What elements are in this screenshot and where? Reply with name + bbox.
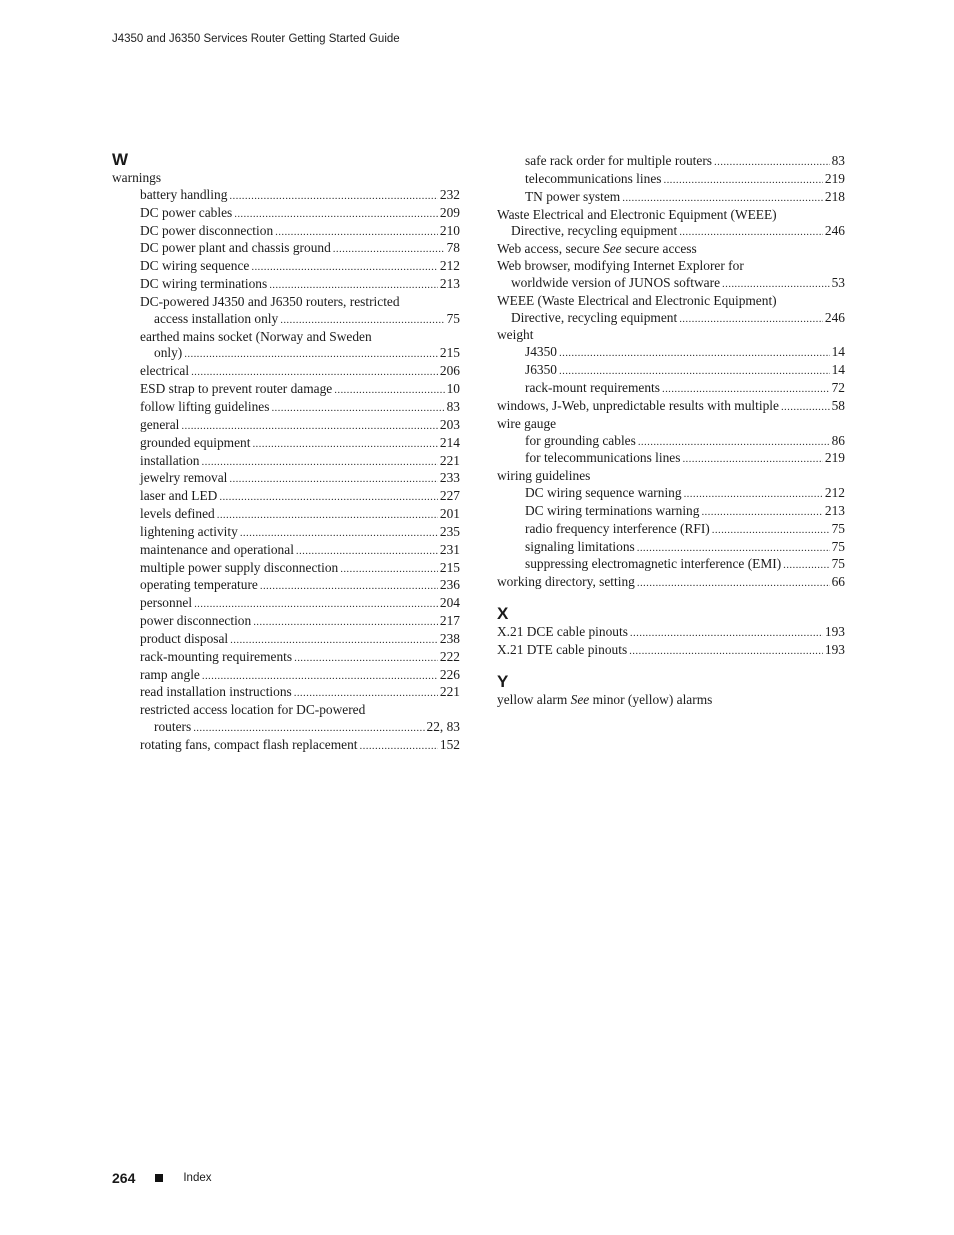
index-page-ref: 226 — [439, 666, 460, 682]
index-entry-term: multiple power supply disconnection — [140, 559, 339, 575]
index-entry-term: Waste Electrical and Electronic Equipment (WEEE) — [497, 206, 777, 222]
index-page-ref: 214 — [439, 434, 460, 450]
index-entry-term: personnel — [140, 595, 193, 611]
index-entry — [112, 223, 460, 241]
index-entry-term: safe rack order for multiple routers — [525, 153, 713, 168]
index-entry — [112, 381, 460, 399]
index-entry — [497, 344, 845, 362]
index-entry — [497, 503, 845, 521]
dot-leader — [701, 504, 822, 521]
index-entry — [497, 642, 845, 660]
dot-leader — [260, 578, 438, 595]
index-entry — [497, 241, 845, 258]
dot-leader — [637, 575, 830, 592]
dot-leader — [630, 625, 823, 642]
dot-leader — [202, 668, 438, 685]
index-entry-list — [497, 624, 845, 660]
index-page-ref: 227 — [439, 488, 460, 504]
index-entry — [497, 207, 845, 224]
index-entry-term: Directive, recycling equipment — [511, 223, 678, 239]
index-entry — [112, 399, 460, 417]
section-name: Index — [183, 1172, 212, 1184]
dot-leader — [191, 364, 438, 381]
index-entry — [112, 506, 460, 524]
dot-leader — [712, 522, 830, 539]
dot-leader — [622, 190, 823, 207]
index-entry — [112, 329, 460, 346]
dot-leader — [280, 312, 444, 329]
index-entry-term: battery handling — [140, 186, 228, 202]
dot-leader — [722, 276, 830, 293]
index-page-ref: 246 — [824, 309, 845, 325]
index-page-ref: 213 — [824, 502, 845, 518]
index-letter-heading: Y — [497, 671, 509, 691]
dot-leader — [230, 632, 438, 649]
index-entry-term: DC power plant and chassis ground — [140, 240, 331, 256]
see-reference-target: secure access — [624, 241, 697, 257]
index-entry — [112, 737, 460, 755]
index-entry — [112, 294, 460, 311]
index-entry — [112, 276, 460, 294]
index-entry — [112, 560, 460, 578]
index-entry-term: Directive, recycling equipment — [511, 309, 678, 325]
index-entry-term: operating temperature — [140, 577, 258, 593]
running-header: J4350 and J6350 Services Router Getting Started Guide — [112, 33, 400, 45]
index-page-ref: 58 — [831, 397, 845, 413]
index-entry — [497, 416, 845, 433]
dot-leader — [181, 418, 438, 435]
index-page-ref: 14 — [831, 362, 845, 378]
index-entry — [112, 205, 460, 223]
index-entry-term: DC power cables — [140, 204, 233, 220]
index-page-ref: 152 — [439, 737, 460, 752]
index-letter-heading: X — [497, 604, 509, 624]
dot-leader — [714, 154, 830, 171]
index-entry — [497, 327, 845, 344]
index-entry-term: for telecommunications lines — [525, 450, 681, 466]
index-page-ref: 238 — [439, 630, 460, 646]
dot-leader — [294, 650, 438, 667]
index-entry — [112, 311, 460, 329]
index-page-ref: 219 — [824, 170, 845, 186]
index-entry-term: only) — [154, 345, 183, 361]
index-entry — [112, 187, 460, 205]
index-page-ref: 14 — [831, 344, 845, 360]
index-page-ref: 10 — [446, 381, 460, 397]
index-entry-term: Web browser, modifying Internet Explorer for — [497, 258, 744, 274]
index-page-ref: 231 — [439, 541, 460, 557]
index-entry-term: access installation only — [154, 310, 279, 326]
index-page-ref: 86 — [831, 432, 845, 448]
index-entry — [497, 485, 845, 503]
index-entry-term: installation — [140, 452, 200, 468]
index-page-ref: 22, 83 — [426, 719, 460, 735]
index-page-ref: 193 — [824, 624, 845, 640]
index-page-ref: 233 — [439, 470, 460, 486]
dot-leader — [682, 451, 822, 468]
dot-leader — [783, 557, 829, 574]
index-entry — [497, 624, 845, 642]
index-entry-term: X.21 DTE cable pinouts — [497, 641, 628, 657]
index-page-ref: 78 — [446, 240, 460, 256]
index-entry-term: wiring guidelines — [497, 468, 591, 484]
index-entry — [112, 542, 460, 560]
dot-leader — [240, 525, 438, 542]
index-page-ref: 206 — [439, 363, 460, 379]
index-entry-term: yellow alarm — [497, 691, 568, 707]
index-entry-term: rotating fans, compact flash replacement — [140, 737, 358, 752]
dot-leader — [234, 206, 438, 223]
dot-leader — [559, 345, 830, 362]
index-entry — [497, 574, 845, 592]
dot-leader — [252, 436, 437, 453]
index-entry — [497, 362, 845, 380]
index-page-ref: 235 — [439, 523, 460, 539]
index-page-ref: 213 — [439, 276, 460, 292]
index-entry-term: windows, J-Web, unpredictable results with multiple — [497, 397, 779, 413]
index-entry — [112, 488, 460, 506]
page-number: 264 — [112, 1170, 136, 1186]
dot-leader — [334, 382, 444, 399]
index-column-left — [112, 150, 460, 755]
index-entry-list — [112, 170, 460, 755]
index-entry-term: read installation instructions — [140, 684, 292, 700]
page-footer — [112, 1170, 212, 1186]
index-page-ref: 210 — [439, 222, 460, 238]
index-entry — [497, 468, 845, 485]
index-entry — [497, 171, 845, 189]
dot-leader — [559, 363, 830, 380]
index-page-ref: 75 — [831, 538, 845, 554]
index-entry-term: DC wiring sequence warning — [525, 485, 682, 501]
index-page-ref: 217 — [439, 613, 460, 629]
index-entry — [112, 435, 460, 453]
index-entry-term: jewelry removal — [140, 470, 228, 486]
index-entry-term: rack-mount requirements — [525, 379, 660, 395]
index-entry-list — [497, 692, 845, 709]
index-page-ref: 209 — [439, 204, 460, 220]
index-entry — [112, 595, 460, 613]
dot-leader — [333, 241, 445, 258]
index-entry — [112, 719, 460, 737]
index-page-ref: 232 — [439, 186, 460, 202]
index-entry — [112, 684, 460, 702]
dot-leader — [184, 346, 438, 363]
index-entry — [112, 470, 460, 488]
index-entry — [112, 613, 460, 631]
index-page-ref: 83 — [831, 153, 845, 168]
dot-leader — [229, 471, 438, 488]
index-entry — [497, 293, 845, 310]
index-entry-term: weight — [497, 327, 534, 343]
index-page-ref: 83 — [446, 398, 460, 414]
index-page-ref: 72 — [831, 379, 845, 395]
index-entry — [497, 398, 845, 416]
index-entry — [112, 258, 460, 276]
index-page-ref: 75 — [831, 556, 845, 572]
index-entry — [497, 539, 845, 557]
dot-leader — [662, 381, 830, 398]
see-reference-label: See — [570, 691, 590, 707]
dot-leader — [275, 224, 438, 241]
index-page-ref: 222 — [439, 648, 460, 664]
index-page-ref: 221 — [439, 684, 460, 700]
dot-leader — [679, 224, 823, 241]
index-entry — [112, 240, 460, 258]
index-entry-term: ramp angle — [140, 666, 200, 682]
square-bullet-icon — [155, 1174, 163, 1182]
index-entry — [497, 433, 845, 451]
index-entry — [112, 702, 460, 719]
see-reference-target: minor (yellow) alarms — [592, 691, 713, 707]
dot-leader — [340, 561, 438, 578]
index-page-ref: 218 — [824, 188, 845, 204]
index-page-ref: 66 — [831, 574, 845, 590]
dot-leader — [269, 277, 438, 294]
index-entry — [497, 258, 845, 275]
index-entry-list — [497, 153, 845, 592]
index-entry-term: J6350 — [525, 362, 557, 378]
index-entry-term: earthed mains socket (Norway and Sweden — [140, 328, 372, 344]
dot-leader — [360, 738, 438, 755]
dot-leader — [229, 188, 438, 205]
index-page-ref: 201 — [439, 506, 460, 522]
index-entry — [497, 310, 845, 328]
index-page-ref: 219 — [824, 450, 845, 466]
index-entry — [112, 577, 460, 595]
index-entry-term: signaling limitations — [525, 538, 635, 554]
index-entry-term: rack-mounting requirements — [140, 648, 293, 664]
index-entry — [112, 363, 460, 381]
index-entry — [497, 521, 845, 539]
index-entry-term: for grounding cables — [525, 432, 636, 448]
index-entry-term: WEEE (Waste Electrical and Electronic Equipment) — [497, 292, 777, 308]
dot-leader — [251, 259, 438, 276]
dot-leader — [663, 172, 822, 189]
index-entry-term: worldwide version of JUNOS software — [511, 274, 721, 290]
index-entry-term: Web access, secure — [497, 241, 600, 257]
index-entry-term: electrical — [140, 363, 190, 379]
index-page-ref: 221 — [439, 452, 460, 468]
index-entry-term: radio frequency interference (RFI) — [525, 520, 710, 536]
see-reference-label: See — [603, 241, 622, 257]
index-entry-term: levels defined — [140, 506, 215, 522]
dot-leader — [219, 489, 438, 506]
index-entry-term: lightening activity — [140, 523, 238, 539]
index-entry-term: DC power disconnection — [140, 222, 274, 238]
index-entry-term: restricted access location for DC-powered — [140, 702, 366, 718]
index-entry-term: product disposal — [140, 630, 229, 646]
index-entry-term: suppressing electromagnetic interference (EMI) — [525, 556, 782, 572]
index-page-ref: 246 — [824, 223, 845, 239]
index-page-ref: 215 — [439, 559, 460, 575]
index-entry — [497, 556, 845, 574]
index-entry-term: DC wiring sequence — [140, 258, 250, 274]
dot-leader — [194, 596, 438, 613]
index-letter-heading: W — [112, 150, 129, 169]
index-entry-term: telecommunications lines — [525, 170, 662, 186]
index-page-ref: 53 — [831, 274, 845, 290]
index-entry — [112, 345, 460, 363]
index-page-ref: 203 — [439, 416, 460, 432]
index-entry-term: maintenance and operational — [140, 541, 294, 557]
index-page-ref: 75 — [831, 520, 845, 536]
index-entry-term: laser and LED — [140, 488, 218, 504]
index-page-ref: 75 — [446, 310, 460, 326]
index-entry — [497, 275, 845, 293]
index-entry-term: follow lifting guidelines — [140, 398, 270, 414]
index-entry — [112, 649, 460, 667]
dot-leader — [684, 486, 823, 503]
dot-leader — [296, 543, 438, 560]
dot-leader — [781, 399, 830, 416]
index-entry-term: grounded equipment — [140, 434, 251, 450]
index-entry — [497, 153, 845, 171]
index-page-ref: 212 — [439, 258, 460, 274]
index-entry — [112, 170, 460, 187]
index-page-ref: 212 — [824, 485, 845, 501]
index-page-ref: 204 — [439, 595, 460, 611]
index-entry — [497, 380, 845, 398]
index-entry — [497, 692, 845, 709]
index-entry-term: routers — [154, 719, 192, 735]
index-column-right — [497, 153, 845, 709]
index-page-ref: 193 — [824, 641, 845, 657]
index-entry-term: wire gauge — [497, 415, 557, 431]
dot-leader — [629, 643, 823, 660]
index-entry-term: J4350 — [525, 344, 557, 360]
index-entry — [112, 453, 460, 471]
index-entry — [497, 223, 845, 241]
index-entry-term: warnings — [112, 170, 162, 185]
index-page-ref: 215 — [439, 345, 460, 361]
dot-leader — [294, 685, 438, 702]
index-entry — [112, 417, 460, 435]
dot-leader — [637, 540, 830, 557]
index-entry-term: X.21 DCE cable pinouts — [497, 624, 628, 640]
dot-leader — [271, 400, 444, 417]
index-entry-term: TN power system — [525, 188, 621, 204]
index-entry-term: general — [140, 416, 180, 432]
dot-leader — [202, 454, 438, 471]
index-entry-term: power disconnection — [140, 613, 252, 629]
dot-leader — [679, 311, 823, 328]
dot-leader — [217, 507, 438, 524]
index-entry-term: ESD strap to prevent router damage — [140, 381, 333, 397]
dot-leader — [253, 614, 438, 631]
index-entry-term: DC wiring terminations — [140, 276, 268, 292]
index-entry-term: working directory, setting — [497, 574, 635, 590]
index-entry-term: DC-powered J4350 and J6350 routers, restricted — [140, 293, 400, 309]
index-entry — [112, 667, 460, 685]
index-entry — [112, 524, 460, 542]
index-page-ref: 236 — [439, 577, 460, 593]
index-entry-term: DC wiring terminations warning — [525, 502, 700, 518]
index-entry — [497, 189, 845, 207]
dot-leader — [193, 720, 424, 737]
dot-leader — [638, 434, 830, 451]
index-entry — [112, 631, 460, 649]
index-entry — [497, 450, 845, 468]
